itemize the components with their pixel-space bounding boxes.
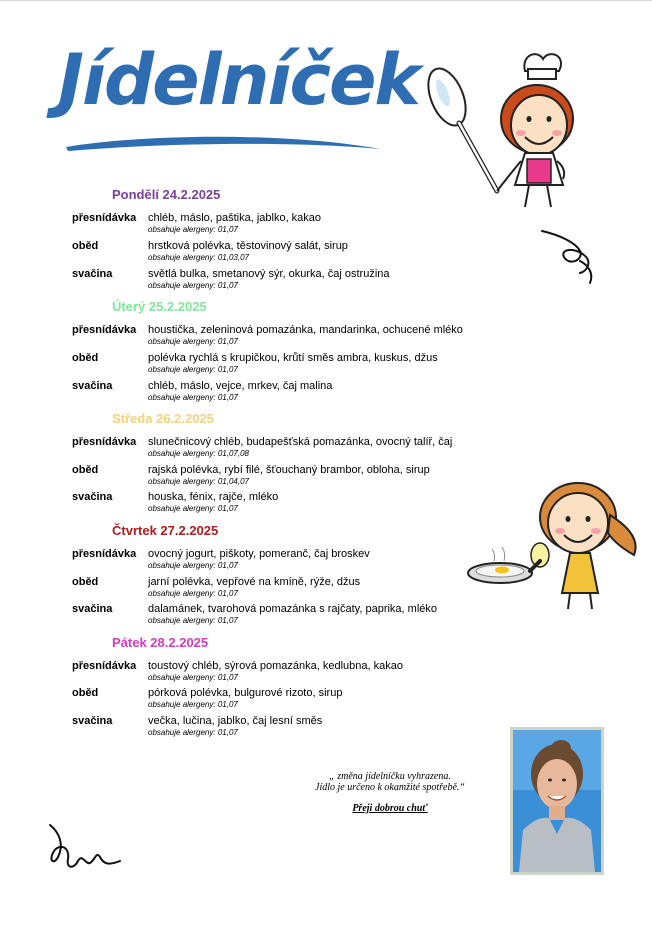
meal-allergens: obsahuje alergeny: 01,07	[148, 365, 238, 374]
meal-description: hrstková polévka, těstovinový salát, sirup	[148, 240, 348, 252]
girl-frying-pan-illustration	[466, 475, 646, 615]
bon-appetit-text: Přeji dobrou chuť	[352, 803, 428, 814]
cook-portrait-photo	[510, 727, 604, 875]
meal-name: oběd	[72, 240, 99, 252]
meal-description: chléb, máslo, vejce, mrkev, čaj malina	[148, 380, 333, 392]
meal-name: svačina	[72, 715, 113, 727]
meal-description: slunečnicový chléb, budapešťská pomazánka, ovocný talíř, čaj	[148, 436, 453, 448]
meal-name: oběd	[72, 576, 99, 588]
meal-allergens: obsahuje alergeny: 01,07	[148, 616, 238, 625]
meal-allergens: obsahuje alergeny: 01,07	[148, 281, 238, 290]
meal-name: svačina	[72, 380, 113, 392]
meal-name: oběd	[72, 464, 99, 476]
meal-name: svačina	[72, 268, 113, 280]
meal-row	[72, 548, 492, 574]
meal-name: svačina	[72, 603, 113, 615]
day-heading: Čtvrtek 27.2.2025	[112, 523, 219, 538]
meal-row	[72, 687, 492, 713]
meal-description: večka, lučina, jablko, čaj lesní směs	[148, 715, 323, 727]
footer-note	[290, 771, 490, 793]
meal-name: oběd	[72, 352, 99, 364]
signature-scribble	[540, 221, 600, 291]
meal-row	[72, 660, 492, 686]
footer-note-line: Jídlo je určeno k okamžité spotřebě.“	[315, 782, 465, 793]
meal-allergens: obsahuje alergeny: 01,07	[148, 589, 238, 598]
meal-row	[72, 240, 492, 266]
title-underline-swoosh	[62, 129, 384, 159]
meal-description: dalamánek, tvarohová pomazánka s rajčaty, paprika, mléko	[148, 603, 437, 615]
signature-scribble	[44, 821, 124, 877]
meal-description: toustový chléb, sýrová pomazánka, kedlubna, kakao	[148, 660, 403, 672]
day-heading: Úterý 25.2.2025	[112, 299, 207, 314]
meal-row	[72, 268, 492, 294]
meal-description: houska, fénix, rajče, mléko	[148, 491, 279, 503]
meal-allergens: obsahuje alergeny: 01,07	[148, 561, 238, 570]
meal-row	[72, 491, 492, 517]
meal-allergens: obsahuje alergeny: 01,07	[148, 393, 238, 402]
meal-description: jarní polévka, vepřové na kmíně, rýže, džus	[148, 576, 361, 588]
meal-allergens: obsahuje alergeny: 01,07	[148, 504, 238, 513]
meal-allergens: obsahuje alergeny: 01,04,07	[148, 477, 249, 486]
meal-description: světlá bulka, smetanový sýr, okurka, čaj ostružina	[148, 268, 390, 280]
meal-allergens: obsahuje alergeny: 01,07	[148, 673, 238, 682]
meal-row	[72, 464, 492, 490]
day-heading: Středa 26.2.2025	[112, 411, 214, 426]
meal-description: rajská polévka, rybí filé, šťouchaný brambor, obloha, sirup	[148, 464, 430, 476]
meal-row	[72, 212, 492, 238]
meal-description: chléb, máslo, paštika, jablko, kakao	[148, 212, 322, 224]
meal-row	[72, 352, 492, 378]
day-heading: Pátek 28.2.2025	[112, 635, 209, 650]
meal-row	[72, 576, 492, 602]
meal-name: svačina	[72, 491, 113, 503]
meal-name: přesnídávka	[72, 324, 137, 336]
meal-allergens: obsahuje alergeny: 01,07	[148, 700, 238, 709]
meal-allergens: obsahuje alergeny: 01,07	[148, 728, 238, 737]
portrait-icon	[513, 730, 601, 872]
meal-allergens: obsahuje alergeny: 01,07,08	[148, 449, 249, 458]
meal-allergens: obsahuje alergeny: 01,03,07	[148, 253, 249, 262]
meal-name: přesnídávka	[72, 436, 137, 448]
meal-allergens: obsahuje alergeny: 01,07	[148, 225, 238, 234]
meal-name: přesnídávka	[72, 660, 137, 672]
meal-name: přesnídávka	[72, 548, 137, 560]
page-title: Jídelníček	[58, 39, 419, 121]
meal-row	[72, 380, 492, 406]
meal-name: oběd	[72, 687, 99, 699]
meal-description: houstička, zeleninová pomazánka, mandarinka, ochucené mléko	[148, 324, 463, 336]
meal-allergens: obsahuje alergeny: 01,07	[148, 337, 238, 346]
meal-row	[72, 715, 492, 741]
meal-name: přesnídávka	[72, 212, 137, 224]
footer-note-line: „ změna jídelníčku vyhrazena.	[329, 771, 451, 782]
meal-description: polévka rychlá s krupičkou, krůtí směs ambra, kuskus, džus	[148, 352, 438, 364]
meal-description: ovocný jogurt, piškoty, pomeranč, čaj broskev	[148, 548, 370, 560]
meal-description: pórková polévka, bulgurové rizoto, sirup	[148, 687, 343, 699]
meal-row	[72, 603, 492, 629]
meal-row	[72, 436, 492, 462]
chef-girl-spoon-illustration	[425, 49, 575, 211]
meal-row	[72, 324, 492, 350]
day-heading: Pondělí 24.2.2025	[112, 187, 221, 202]
